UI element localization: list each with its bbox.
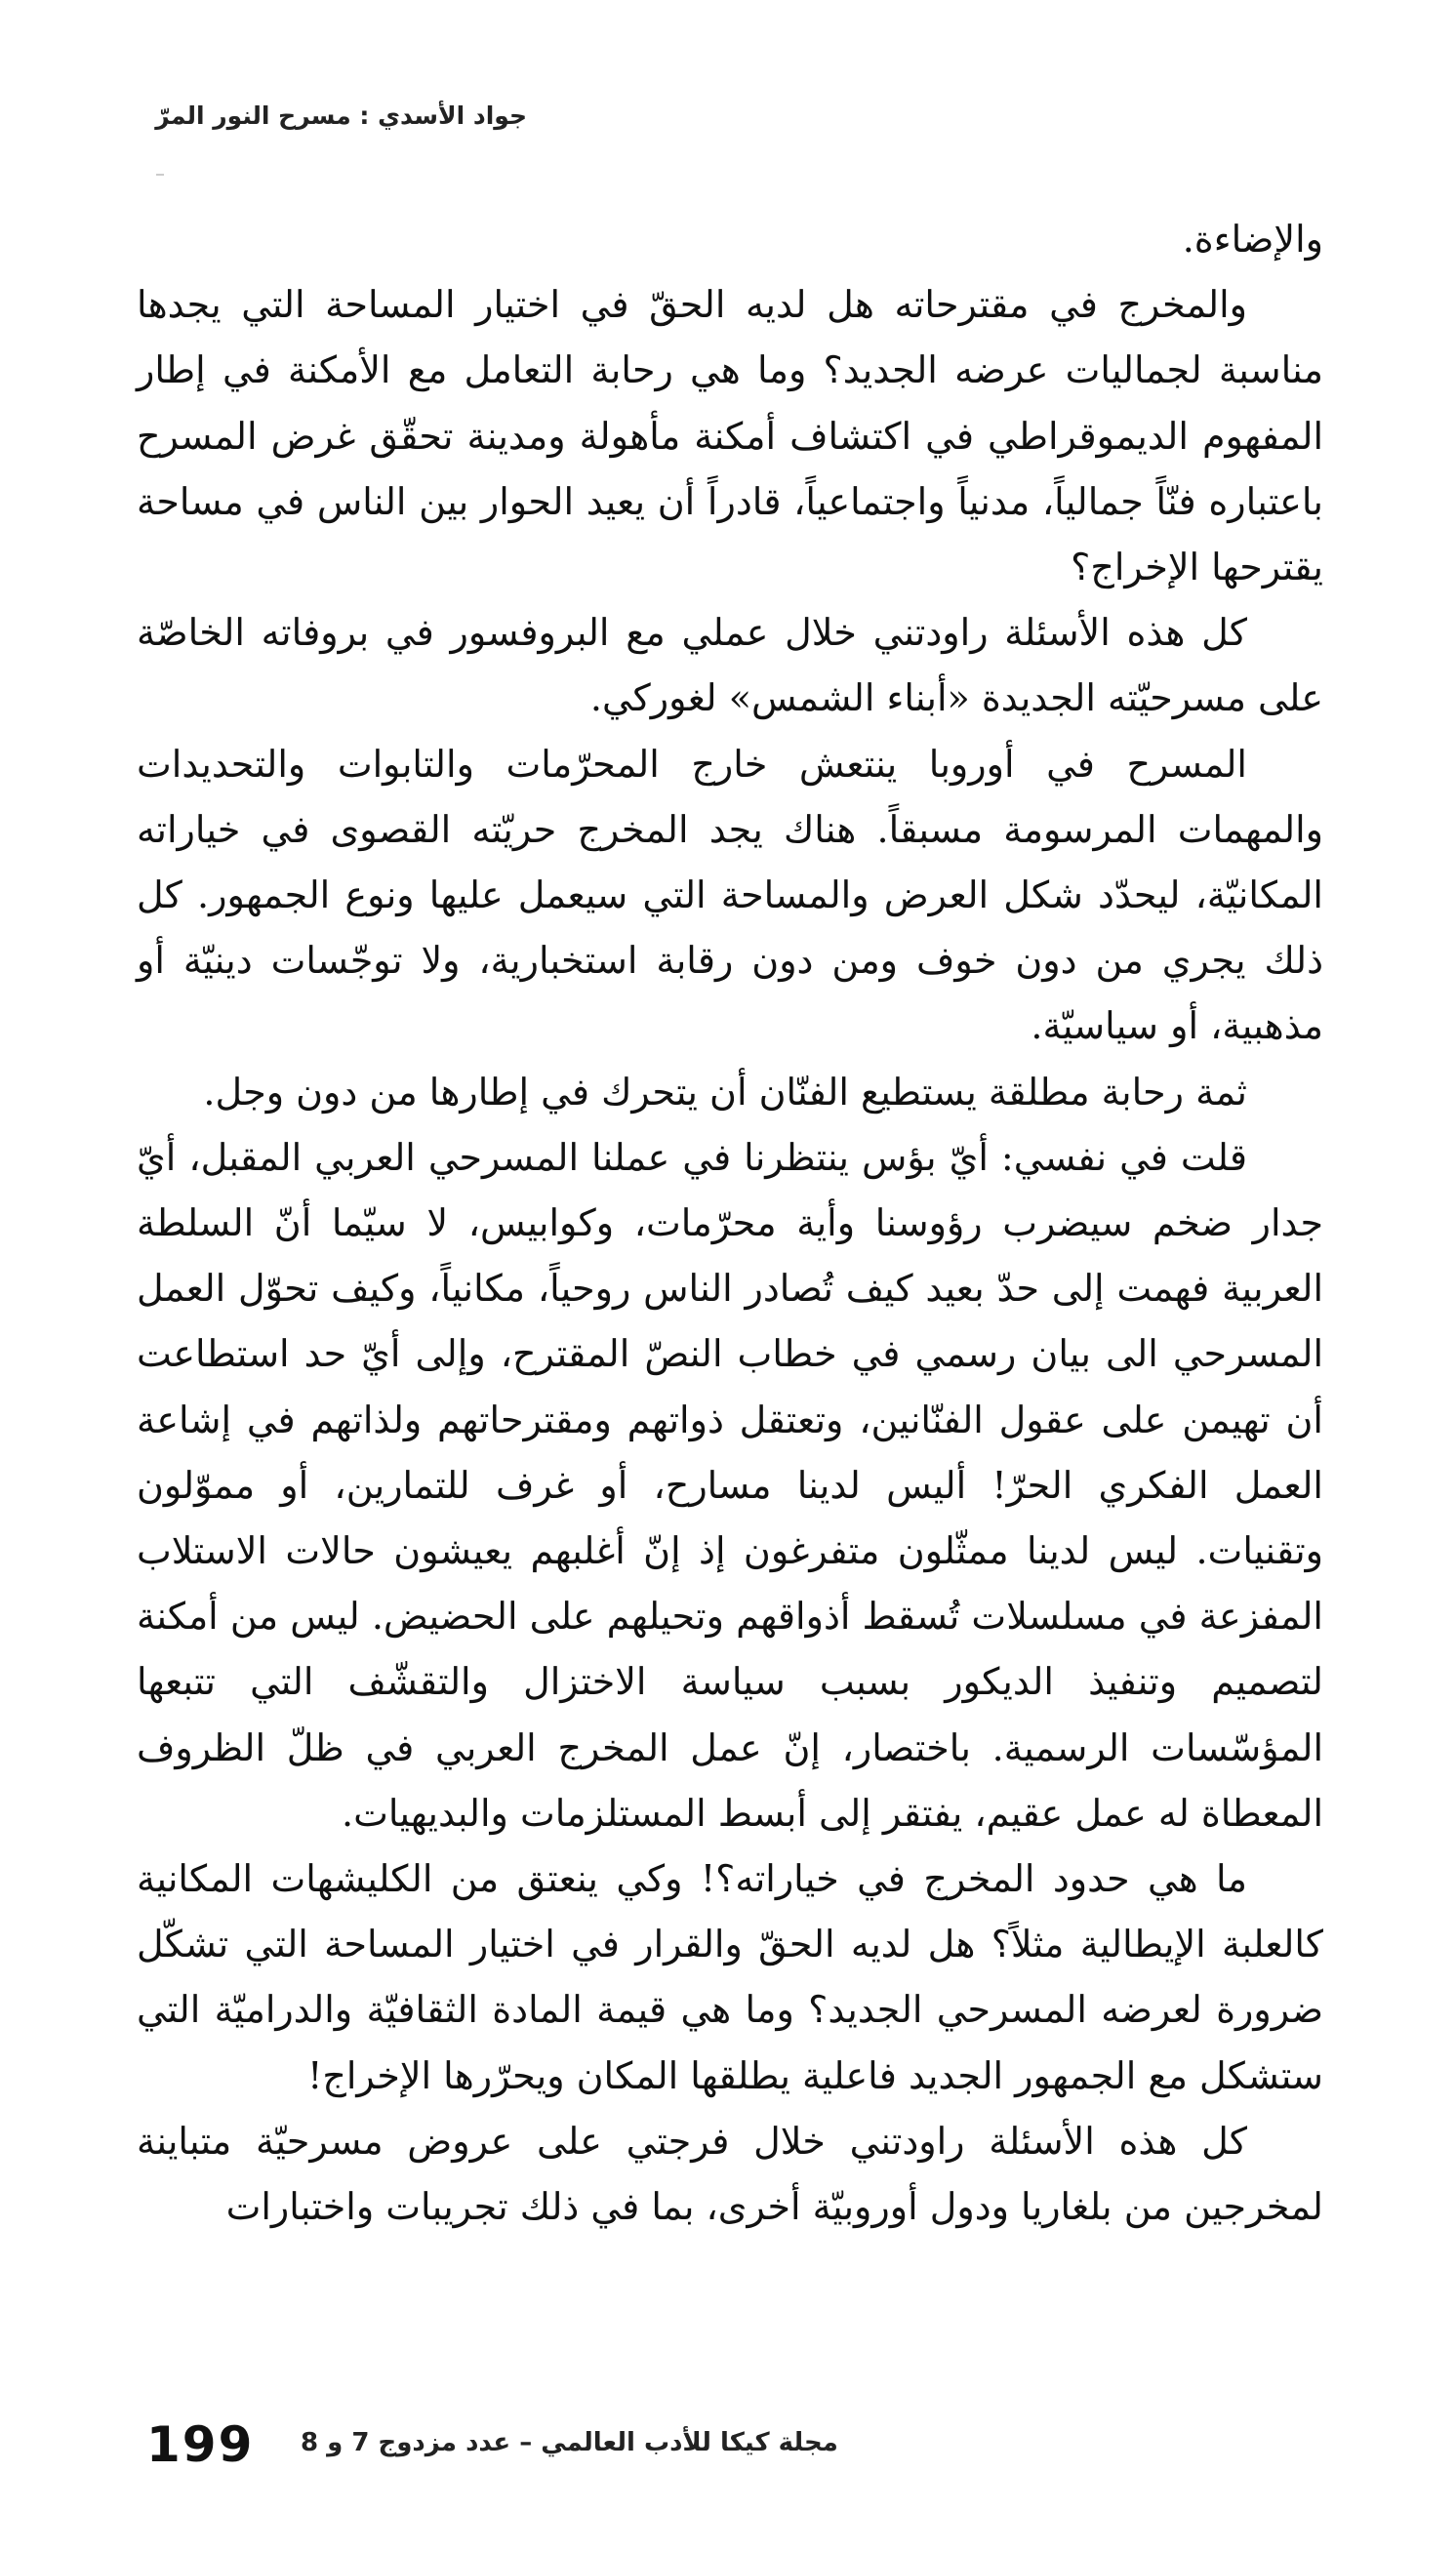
paragraph: كل هذه الأسئلة راودتني خلال فرجتي على عروض مسرحيّة متباينة لمخرجين من بلغاريا ودول أوروبيّة أخرى، بما في ذلك تجريبات واختبارات: [137, 2119, 1323, 2229]
paragraph: قلت في نفسي: أيّ بؤس ينتظرنا في عملنا المسرحي العربي المقبل، أيّ جدار ضخم سيضرب رؤوسنا وأية محرّمات، وكوابيس، لا سيّما أنّ السلطة العربية فهمت إلى حدّ بعيد كيف تُصادر الناس روحياً، مكانياً، وكيف تحوّل العمل المسرحي الى بيان رسمي في خطاب النصّ المقترح، وإلى أيّ حد استطاعت أن تهيمن على عقول الفنّانين، وتعتقل ذواتهم ومقترحاتهم ولذاتهم في إشاعة العمل الفكري الحرّ! أليس لدينا مسارح، أو غرف للتمارين، أو مموّلون وتقنيات. ليس لدينا ممثّلون متفرغون إذ إنّ أغلبهم يعيشون حالات الاستلاب المفزعة في مسلسلات تُسقط أذواقهم وتحيلهم على الحضيض. ليس من أمكنة لتصميم وتنفيذ الديكور بسبب سياسة الاختزال والتقشّف التي تتبعها المؤسّسات الرسمية. باختصار، إنّ عمل المخرج العربي في ظلّ الظروف المعطاة له عمل عقيم، يفتقر إلى أبسط المستلزمات والبديهيات.: [137, 1135, 1323, 1835]
paragraph-continuation: والإضاءة.: [1182, 218, 1323, 261]
paragraph: المسرح في أوروبا ينتعش خارج المحرّمات والتابوات والتحديدات والمهمات المرسومة مسبقاً. هناك يجد المخرج حريّته القصوى في خياراته المكانيّة، ليحدّد شكل العرض والمساحة التي سيعمل عليها ونوع الجمهور. كل ذلك يجري من دون خوف ومن دون رقابة استخبارية، ولا توجّسات دينيّة أو مذهبية، أو سياسيّة.: [137, 742, 1323, 1048]
page-number: 199: [146, 2416, 255, 2473]
journal-footer-title: مجلة كيكا للأدب العالمي – عدد مزدوج 7 و 8: [301, 2428, 838, 2457]
header-divider: [156, 174, 164, 176]
paragraph: ثمة رحابة مطلقة يستطيع الفنّان أن يتحرك في إطارها من دون وجل.: [203, 1070, 1247, 1114]
article-body: [137, 207, 1323, 2240]
running-header: جواد الأسدي : مسرح النور المرّ: [155, 101, 527, 130]
paragraph: كل هذه الأسئلة راودتني خلال عملي مع البروفسور في بروفاته الخاصّة على مسرحيّته الجديدة «أبناء الشمس» لغوركي.: [137, 611, 1323, 720]
page-footer: [146, 2416, 908, 2485]
paragraph: ما هي حدود المخرج في خياراته؟! وكي ينعتق من الكليشهات المكانية كالعلبة الإيطالية مثلاً؟ هل لديه الحقّ والقرار في اختيار المساحة التي تشكّل ضرورة لعرضه المسرحي الجديد؟ وما هي قيمة المادة الثقافيّة والدراميّة التي ستشكل مع الجمهور الجديد فاعلية يطلقها المكان ويحرّرها الإخراج!: [137, 1857, 1323, 2097]
paragraph: والمخرج في مقترحاته هل لديه الحقّ في اختيار المساحة التي يجدها مناسبة لجماليات عرضه الجديد؟ وما هي رحابة التعامل مع الأمكنة في إطار المفهوم الديموقراطي في اكتشاف أمكنة مأهولة ومدينة تحقّق غرض المسرح باعتباره فنّاً جمالياً، مدنياً واجتماعياً، قادراً أن يعيد الحوار بين الناس في مساحة يقترحها الإخراج؟: [137, 283, 1323, 589]
